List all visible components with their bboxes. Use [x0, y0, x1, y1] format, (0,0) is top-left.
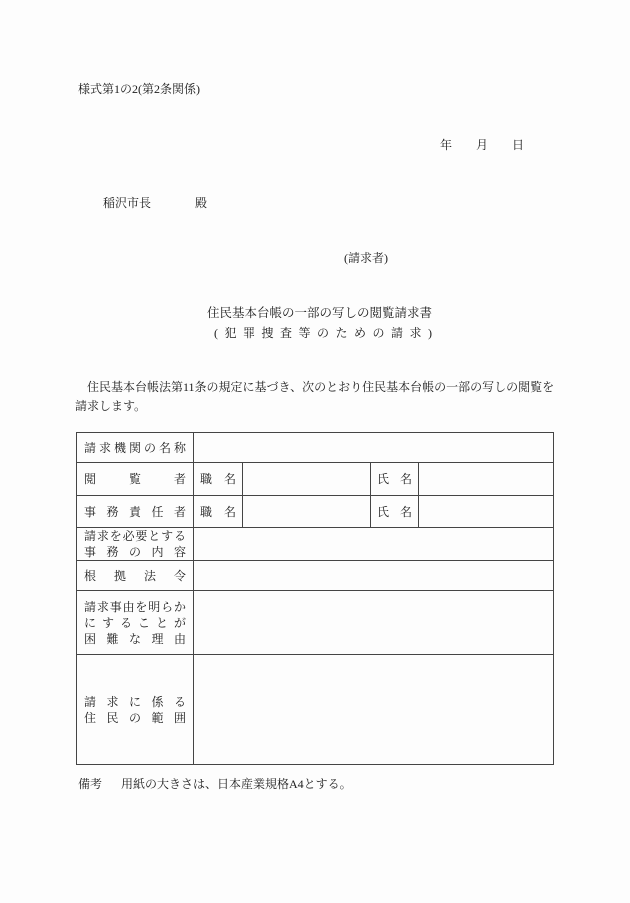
row-manager [77, 496, 554, 528]
agency-value-cell [194, 433, 554, 463]
addressee-line [103, 194, 207, 211]
manager-name-value-cell [419, 496, 554, 528]
manager-label-cell [77, 496, 194, 528]
scope-label-line-2: 住民の範囲 [84, 710, 186, 725]
manager-name-label-cell [371, 496, 419, 528]
row-legal-basis [77, 561, 554, 591]
footer-note [78, 775, 352, 792]
form-number: 様式第1の2(第2条関係) [78, 82, 200, 96]
reason-label-line-2: にすることが [84, 615, 186, 630]
viewer-title-label: 職名 [200, 472, 236, 486]
reason-label-line-3: 困難な理由 [84, 631, 186, 646]
viewer-title-label-cell [194, 463, 243, 496]
manager-name-label: 氏名 [377, 504, 412, 519]
reason-label-line-1: 請求事由を明らか [84, 599, 186, 614]
viewer-name-value-cell [419, 463, 554, 496]
row-scope [77, 655, 554, 765]
row-viewer [77, 463, 554, 496]
addressee-honorific: 殿 [195, 196, 208, 210]
viewer-name-label-cell [371, 463, 419, 496]
manager-title-value-cell [243, 496, 371, 528]
reason-value-cell [194, 591, 554, 655]
row-reason [77, 591, 554, 655]
purpose-label-line-1: 請求を必要とする [84, 529, 186, 543]
document-subtitle: (犯罪捜査等のための請求) [214, 326, 439, 340]
body-line-1: 住民基本台帳法第11条の規定に基づき、次のとおり住民基本台帳の一部の写しの閲覧を [75, 380, 555, 394]
legal-basis-value-cell [194, 561, 554, 591]
requester-label: (請求者) [344, 251, 388, 265]
scope-label-line-1: 請求に係る [84, 694, 186, 709]
scope-label-cell [77, 655, 194, 765]
manager-label: 事務責任者 [84, 504, 186, 519]
row-agency [77, 433, 554, 463]
viewer-name-label: 氏名 [377, 472, 412, 486]
viewer-label: 閲覧者 [84, 472, 186, 486]
purpose-label-cell [77, 528, 194, 561]
viewer-label-cell [77, 463, 194, 496]
agency-label: 請求機関の名称 [84, 440, 186, 455]
footer-note-text: 用紙の大きさは、日本産業規格A4とする。 [121, 777, 352, 791]
purpose-value-cell [194, 528, 554, 561]
footer-note-label: 備考 [78, 777, 103, 791]
document-title: 住民基本台帳の一部の写しの閲覧請求書 [207, 306, 433, 320]
date-line: 年 月 日 [440, 138, 525, 152]
legal-basis-label: 根拠法令 [84, 568, 186, 583]
body-paragraph [75, 378, 554, 416]
row-purpose [77, 528, 554, 561]
body-line-2: 請求します。 [75, 399, 147, 413]
agency-label-cell [77, 433, 194, 463]
legal-basis-label-cell [77, 561, 194, 591]
purpose-label-line-2: 事務の内容 [84, 545, 186, 559]
addressee-name: 稲沢市長 [103, 196, 152, 210]
reason-label-cell [77, 591, 194, 655]
viewer-title-value-cell [243, 463, 371, 496]
manager-title-label-cell [194, 496, 243, 528]
request-form-table [76, 432, 554, 765]
scope-value-cell [194, 655, 554, 765]
manager-title-label: 職名 [200, 504, 236, 519]
